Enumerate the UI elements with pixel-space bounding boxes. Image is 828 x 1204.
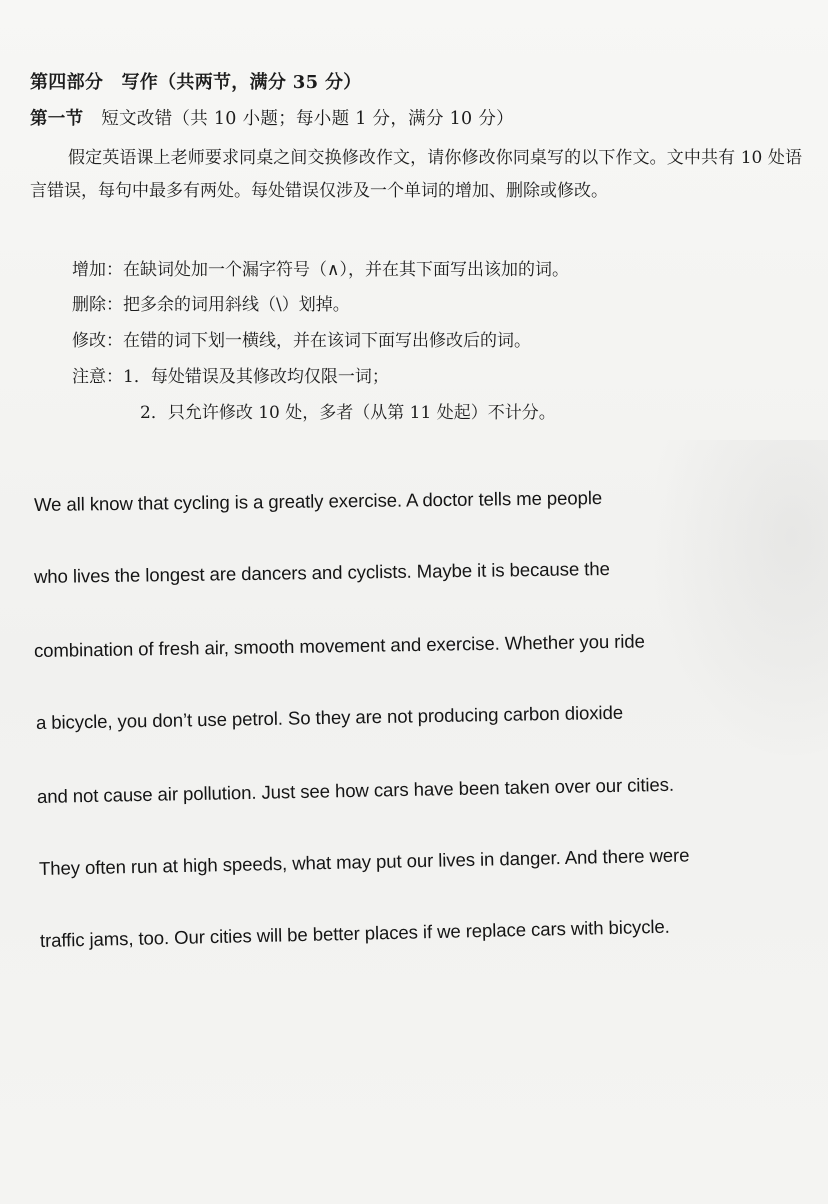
passage-line-5: and not cause air pollution. Just see how cars have been taken over our cities. [36, 773, 675, 807]
instruction-intro: 假定英语课上老师要求同桌之间交换修改作文，请你修改你同桌写的以下作文。文中共有 10 处语言错误，每句中最多有两处。每处错误仅涉及一个单词的增加、删除或修改。 [30, 148, 802, 201]
delete-rule: 删除：把多余的词用斜线（\）划掉。 [72, 295, 350, 315]
passage-line-7: traffic jams, too. Our cities will be better places if we replace cars with bicycle. [39, 915, 670, 951]
passage-line-6: They often run at high speeds, what may put our lives in danger. And there were [38, 844, 690, 879]
section-title [30, 105, 514, 130]
section-lead: 第一节 [30, 109, 84, 129]
add-rule: 增加：在缺词处加一个漏字符号（∧），并在其下面写出该加的词。 [72, 260, 569, 280]
part-title: 第四部分 写作（共两节，满分 35 分） [30, 72, 362, 93]
passage-line-2: who lives the longest are dancers and cyclists. Maybe it is because the [33, 557, 610, 587]
note-2: 2．只允许修改 10 处，多者（从第 11 处起）不计分。 [140, 403, 556, 423]
passage-line-3: combination of fresh air, smooth movement and exercise. Whether you ride [33, 630, 645, 661]
modify-rule: 修改：在错的词下划一横线，并在该词下面写出修改后的词。 [72, 331, 531, 351]
passage-line-1: We all know that cycling is a greatly exercise. A doctor tells me people [33, 487, 603, 515]
passage-line-4: a bicycle, you don’t use petrol. So they are not producing carbon dioxide [35, 701, 624, 733]
note-1: 注意：1．每处错误及其修改均仅限一词； [72, 367, 389, 387]
section-description: 短文改错（共 10 小题；每小题 1 分，满分 10 分） [83, 109, 514, 129]
